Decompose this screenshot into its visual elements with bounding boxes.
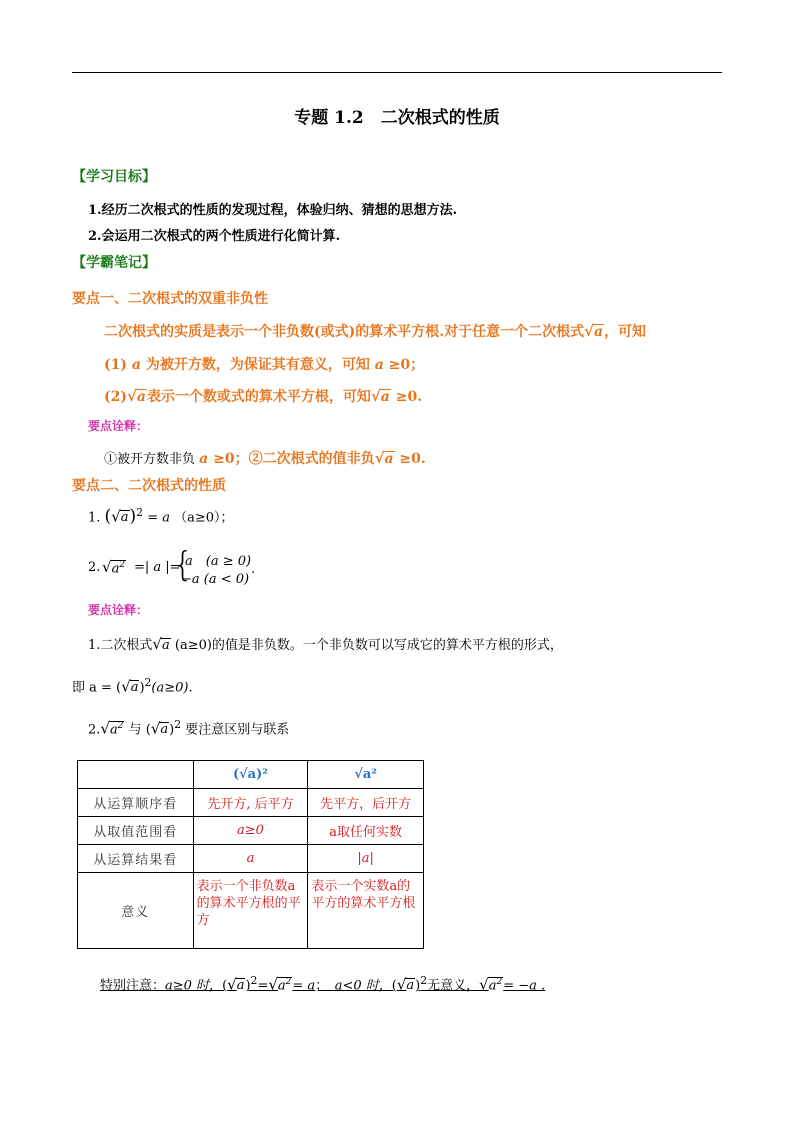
explain-text-a: ①被开方数非负 bbox=[104, 452, 200, 467]
var-a: a bbox=[374, 357, 384, 373]
table-cell: |a| bbox=[308, 845, 424, 873]
intro-text-b: ，可知 bbox=[604, 324, 647, 340]
e1-text-d: (a≥0). bbox=[151, 680, 193, 696]
explain-2: $2.√a^2$ 与 $(√a)^2$ 要注意区别与联系 bbox=[88, 718, 290, 738]
table-head-col2: √a² bbox=[308, 761, 424, 789]
table-cell: 表示一个实数a的平方的算术平方根 bbox=[308, 873, 424, 949]
e1-text-a: 1.二次根式 bbox=[88, 638, 153, 653]
e1-text-c: 即 a = bbox=[72, 680, 117, 696]
point2-explain-label: 要点诠释： bbox=[88, 603, 149, 617]
special-case-2: a<0 时， bbox=[334, 978, 392, 994]
radicand-a: a bbox=[384, 451, 394, 467]
explain-1-line-1: 1.二次根式√a (a≥0)的值是非负数。一个非负数可以写成它的算术平方根的形式， bbox=[88, 635, 563, 653]
point1-heading: 要点一、二次根式的双重非负性 bbox=[72, 291, 268, 307]
special-note: 特别注意：a≥0 时，$(√a)^2=√a^2= a$； a<0 时，$(√a)^2$无意义，$√a^2= -a$ . bbox=[100, 974, 546, 994]
p2-num: 2. bbox=[88, 560, 101, 575]
table-row bbox=[78, 845, 424, 873]
point1-intro: 二次根式的实质是表示一个非负数(或式)的算术平方根.对于任意一个二次根式√a，可知 bbox=[104, 322, 647, 340]
radicand-a: a bbox=[130, 680, 139, 696]
table-cell: 先开方, 后平方 bbox=[193, 789, 308, 817]
brace-icon: { bbox=[172, 545, 194, 585]
e2-text-b: 与 bbox=[124, 722, 146, 738]
radicand-a: a bbox=[160, 722, 169, 738]
table-row bbox=[78, 873, 424, 949]
comparison-table bbox=[77, 760, 424, 949]
table-cell: a bbox=[193, 845, 308, 873]
radicand-a: a bbox=[120, 510, 129, 526]
p2-case-2: −a (a < 0) bbox=[181, 572, 250, 587]
table-row-label: 意义 bbox=[78, 873, 194, 949]
item1-num: (1) bbox=[104, 357, 132, 373]
e2-num: 2. bbox=[88, 722, 101, 738]
explain-text-c: ≥0. bbox=[394, 451, 426, 467]
table-row-label: 从取值范围看 bbox=[78, 817, 194, 845]
table-row bbox=[78, 789, 424, 817]
special-case-1: a≥0 时， bbox=[165, 978, 223, 994]
notes-heading: 【学霸笔记】 bbox=[72, 255, 156, 271]
header-rule bbox=[72, 72, 722, 73]
p2-eq: =| a |= bbox=[134, 560, 181, 575]
point1-explain-label: 要点诠释： bbox=[88, 419, 149, 433]
radicand-a: a bbox=[136, 389, 146, 405]
item1-text: 为被开方数，为保证其有意义，可知 bbox=[140, 357, 375, 373]
e2-text-c: 要注意区别与联系 bbox=[181, 722, 290, 738]
point1-item2: (2)√a表示一个数或式的算术平方根，可知√a ≥0. bbox=[104, 387, 423, 405]
table-corner-cell bbox=[78, 761, 194, 789]
item2-cond: ≥0. bbox=[390, 389, 423, 405]
point2-heading: 要点二、二次根式的性质 bbox=[72, 478, 226, 494]
p2-case-1: a (a ≥ 0) bbox=[185, 554, 252, 569]
item2-text: 表示一个数或式的算术平方根，可知 bbox=[146, 389, 371, 405]
table-cell: a取任何实数 bbox=[308, 817, 424, 845]
radicand-a: a bbox=[380, 389, 390, 405]
table-head-col1: (√a)² bbox=[193, 761, 308, 789]
radicand-a: a bbox=[593, 324, 604, 340]
item1-cond: ≥0； bbox=[383, 357, 425, 373]
special-undefined: 无意义， bbox=[427, 978, 480, 994]
p1-cond: （a≥0）； bbox=[174, 510, 234, 526]
goals-heading: 【学习目标】 bbox=[72, 169, 156, 185]
explain-text-b: ≥0；②二次根式的值非负 bbox=[208, 451, 375, 467]
point1-explain: ①被开方数非负 a ≥0；②二次根式的值非负√a ≥0. bbox=[104, 449, 426, 467]
intro-text-a: 二次根式的实质是表示一个非负数(或式)的算术平方根.对于任意一个二次根式 bbox=[104, 324, 585, 340]
p2-end: . bbox=[251, 562, 256, 577]
p1-eq: = a bbox=[147, 510, 170, 526]
property-1: 1. $(√a)^2 = a$ （a≥0）； bbox=[88, 506, 234, 527]
table-cell: a≥0 bbox=[193, 817, 308, 845]
e1-text-b: (a≥0)的值是非负数。一个非负数可以写成它的算术平方根的形式， bbox=[170, 638, 563, 653]
special-label: 特别注意： bbox=[100, 978, 166, 994]
goal-item-2: 2.会运用二次根式的两个性质进行化简计算. bbox=[88, 229, 341, 244]
table-row-label: 从运算结果看 bbox=[78, 845, 194, 873]
table-cell: 表示一个非负数a的算术平方根的平方 bbox=[193, 873, 308, 949]
item2-num: (2) bbox=[104, 389, 127, 405]
var-a: a bbox=[131, 357, 141, 373]
explain-1-line-2: 即 $a = (√a)^2(a\ge 0)$. bbox=[72, 676, 193, 696]
table-cell: 先平方，后开方 bbox=[308, 789, 424, 817]
point1-item1 bbox=[104, 354, 424, 374]
p1-num: 1. bbox=[88, 510, 101, 526]
table-header-row bbox=[78, 761, 424, 789]
table-row-label: 从运算顺序看 bbox=[78, 789, 194, 817]
table-row bbox=[78, 817, 424, 845]
goal-item-1: 1.经历二次根式的性质的发现过程，体验归纳、猜想的思想方法. bbox=[88, 203, 458, 218]
radicand-a: a bbox=[161, 638, 170, 653]
special-result: = −a . bbox=[503, 978, 546, 994]
var-a: a bbox=[199, 451, 209, 467]
page-title: 专题 1.2 二次根式的性质 bbox=[294, 108, 500, 128]
